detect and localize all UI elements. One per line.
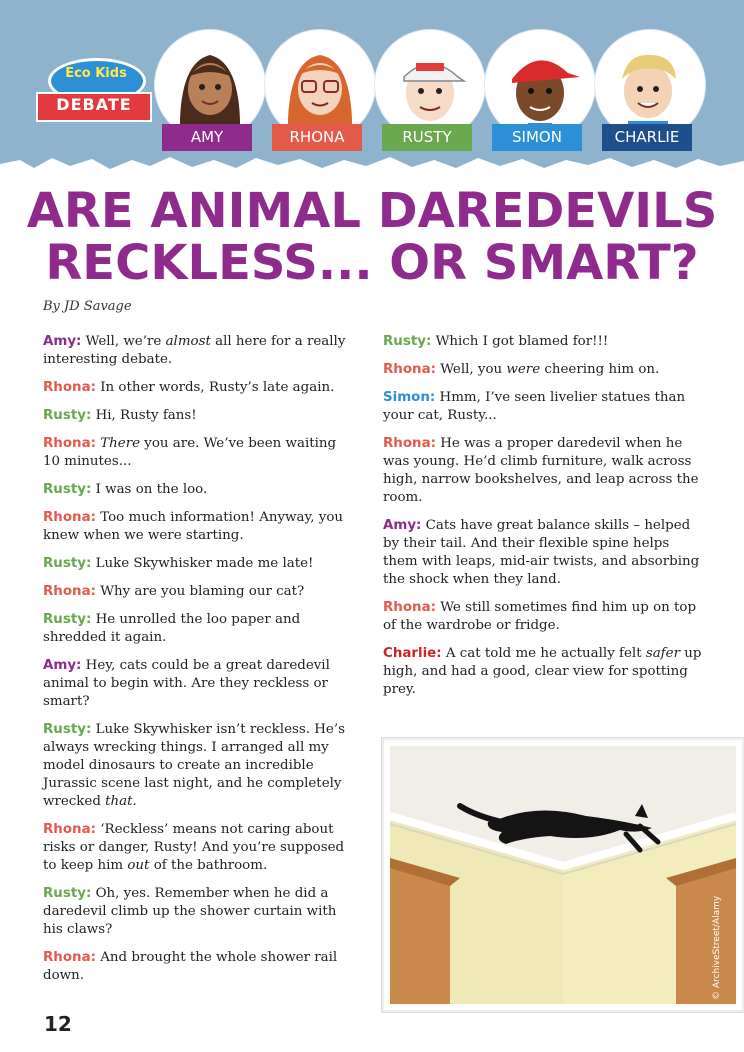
nameplate-charlie: CHARLIE	[602, 124, 692, 151]
dialogue-text: In other words, Rusty’s late again.	[95, 380, 335, 395]
speaker-name: Amy:	[383, 518, 422, 533]
logo-top-text: Eco Kids	[65, 66, 127, 81]
speaker-name: Rusty:	[43, 556, 92, 571]
emphasis-text: almost	[165, 334, 211, 349]
dialogue-line	[383, 645, 708, 699]
speaker-name: Amy:	[43, 334, 82, 349]
dialogue-line	[43, 657, 353, 711]
dialogue-line	[43, 435, 353, 471]
dialogue-text: A cat told me he actually felt	[441, 646, 646, 661]
emphasis-text: There	[100, 436, 141, 451]
dialogue-line	[43, 379, 353, 397]
dialogue-text: Hi, Rusty fans!	[91, 408, 197, 423]
cat-leap-photo	[382, 738, 744, 1012]
dialogue-line	[43, 611, 353, 647]
dialogue-text: He was a proper daredevil when he was young. He’d climb furniture, walk across high, narrow bookshelves, and leap across the room.	[383, 436, 699, 505]
dialogue-text: ‘Reckless’ means not caring about risks or danger, Rusty! And you’re supposed to keep him	[43, 822, 345, 873]
speaker-name: Simon:	[383, 390, 436, 405]
photo-credit: © ArchiveStreet/Alamy	[712, 895, 722, 1000]
speaker-name: Rusty:	[43, 408, 92, 423]
photo-image	[390, 746, 736, 1004]
dialogue-line	[43, 481, 353, 499]
dialogue-text: Well, we’re	[81, 334, 166, 349]
speaker-name: Charlie:	[383, 646, 442, 661]
dialogue-text: He unrolled the loo paper and shredded it again.	[43, 612, 301, 645]
right-column	[383, 333, 708, 709]
emphasis-text: that	[105, 794, 133, 809]
speaker-name: Rhona:	[43, 510, 96, 525]
logo-bottom-text: DEBATE	[56, 95, 132, 114]
dialogue-line	[383, 435, 708, 507]
speaker-name: Rhona:	[383, 600, 436, 615]
nameplate-amy: AMY	[162, 124, 252, 151]
dialogue-text: .	[132, 794, 137, 809]
emphasis-text: safer	[645, 646, 680, 661]
dialogue-text: Luke Skywhisker made me late!	[91, 556, 314, 571]
speaker-name: Rhona:	[43, 380, 96, 395]
dialogue-text: Why are you blaming our cat?	[95, 584, 305, 599]
dialogue-line	[43, 333, 353, 369]
dialogue-line	[43, 509, 353, 545]
dialogue-line	[43, 721, 353, 811]
dialogue-text: Luke Skywhisker isn’t reckless. He’s always wrecking things. I arranged all my model dinosaurs to create an incredible Jurassic scene last night, and he completely wrecked	[43, 722, 345, 809]
eco-kids-debate-logo	[34, 56, 150, 126]
nameplate-rusty: RUSTY	[382, 124, 472, 151]
header-banner	[0, 0, 744, 172]
speaker-name: Rusty:	[43, 722, 92, 737]
speaker-name: Rusty:	[43, 482, 92, 497]
dialogue-line	[43, 949, 353, 985]
dialogue-text: Cats have great balance skills – helped by their tail. And their flexible spine helps them with leaps, mid-air twists, and absorbing the shock when they land.	[383, 518, 700, 587]
speaker-name: Rhona:	[43, 436, 96, 451]
dialogue-text: of the bathroom.	[149, 858, 268, 873]
dialogue-text: Hey, cats could be a great daredevil animal to begin with. Are they reckless or smart?	[43, 658, 330, 709]
speaker-name: Rhona:	[43, 584, 96, 599]
dialogue-line	[383, 517, 708, 589]
dialogue-text: And brought the whole shower rail down.	[43, 950, 338, 983]
nameplate-rhona: RHONA	[272, 124, 362, 151]
speaker-name: Amy:	[43, 658, 82, 673]
dialogue-text: Too much information! Anyway, you knew when we were starting.	[43, 510, 344, 543]
emphasis-text: were	[506, 362, 541, 377]
title-line-2: RECKLESS... OR SMART?	[45, 235, 699, 291]
dialogue-text: I was on the loo.	[91, 482, 208, 497]
dialogue-line	[383, 333, 708, 351]
dialogue-line	[43, 407, 353, 425]
torn-edge	[0, 150, 744, 172]
dialogue-text: We still sometimes find him up on top of the wardrobe or fridge.	[383, 600, 697, 633]
dialogue-line	[383, 599, 708, 635]
speaker-name: Rusty:	[43, 612, 92, 627]
title-line-1: ARE ANIMAL DAREDEVILS	[26, 183, 718, 239]
emphasis-text: out	[127, 858, 150, 873]
dialogue-text: Oh, yes. Remember when he did a daredevil climb up the shower curtain with his claws?	[43, 886, 337, 937]
dialogue-line	[383, 361, 708, 379]
speaker-name: Rusty:	[383, 334, 432, 349]
dialogue-line	[43, 821, 353, 875]
speaker-name: Rhona:	[383, 436, 436, 451]
dialogue-line	[383, 389, 708, 425]
dialogue-text: Hmm, I’ve seen livelier statues than your cat, Rusty...	[383, 390, 686, 423]
byline: By JD Savage	[43, 299, 132, 314]
dialogue-line	[43, 555, 353, 573]
page-number: 12	[44, 1012, 72, 1036]
dialogue-text: all here for a really interesting debate.	[43, 334, 346, 367]
speaker-name: Rhona:	[43, 950, 96, 965]
left-column	[43, 333, 353, 995]
dialogue-text: you are. We’ve been waiting 10 minutes...	[43, 436, 337, 469]
dialogue-text: Well, you	[435, 362, 507, 377]
dialogue-text: Which I got blamed for!!!	[431, 334, 609, 349]
speaker-name: Rusty:	[43, 886, 92, 901]
article-title	[20, 185, 724, 289]
nameplate-simon: SIMON	[492, 124, 582, 151]
dialogue-text: up high, and had a good, clear view for spotting prey.	[383, 646, 702, 697]
dialogue-line	[43, 885, 353, 939]
speaker-name: Rhona:	[43, 822, 96, 837]
dialogue-line	[43, 583, 353, 601]
speaker-name: Rhona:	[383, 362, 436, 377]
dialogue-text: cheering him on.	[540, 362, 660, 377]
